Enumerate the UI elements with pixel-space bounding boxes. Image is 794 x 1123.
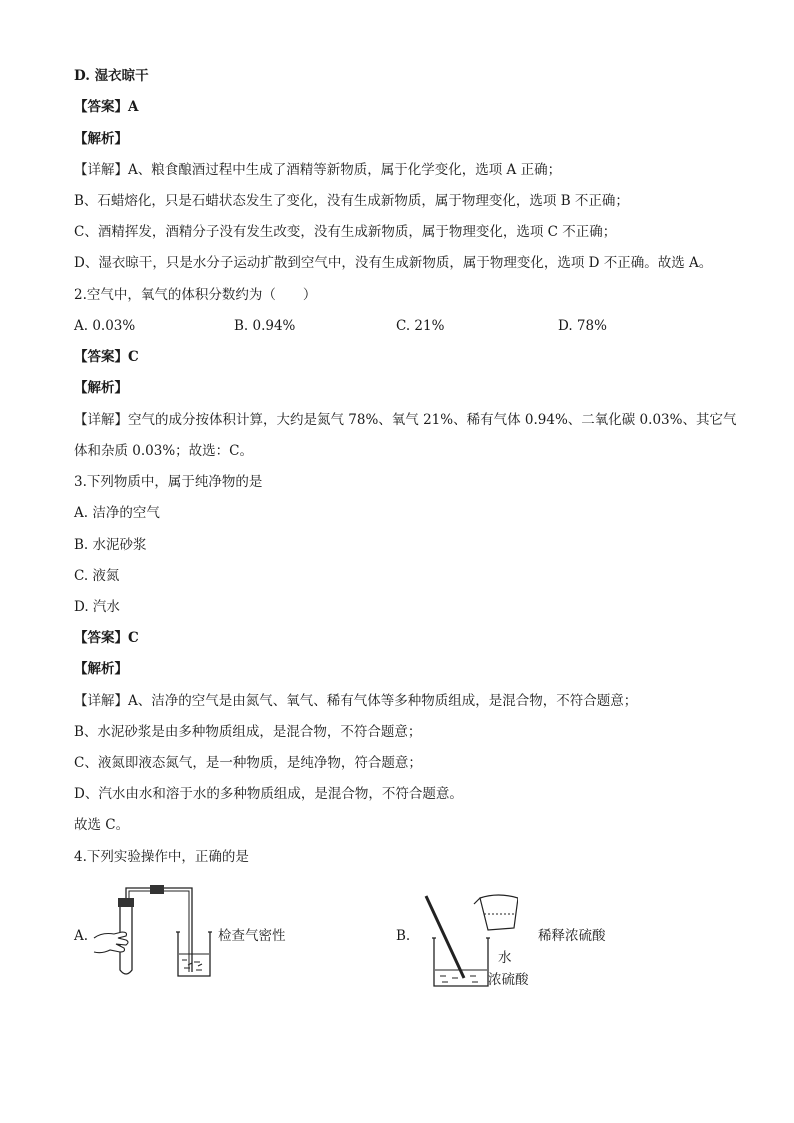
q3-detail-c: C、液氮即液态氮气，是一种物质，是纯净物，符合题意； xyxy=(74,755,422,771)
q3-option-c: C. 液氮 xyxy=(74,568,120,584)
q3-analysis-heading: 【解析】 xyxy=(74,661,128,677)
q1-analysis-heading: 【解析】 xyxy=(74,131,128,147)
q3-answer: 【答案】C xyxy=(74,630,139,646)
q1-detail-d: D、湿衣晾干，只是水分子运动扩散到空气中，没有生成新物质，属于物理变化，选项 D 不正确。故选 A。 xyxy=(74,255,713,271)
q4-question: 4.下列实验操作中，正确的是 xyxy=(74,849,249,865)
q2-answer: 【答案】C xyxy=(74,349,139,365)
q3-detail-a: 【详解】A、洁净的空气是由氮气、氧气、稀有气体等多种物质组成，是混合物，不符合题意； xyxy=(74,693,638,709)
q3-conclusion: 故选 C。 xyxy=(74,817,130,833)
q3-option-b: B. 水泥砂浆 xyxy=(74,537,147,553)
q1-detail-b: B、石蜡熔化，只是石蜡状态发生了变化，没有生成新物质，属于物理变化，选项 B 不正确； xyxy=(74,193,629,209)
q3-option-d: D. 汽水 xyxy=(74,599,120,615)
airtightness-check-illustration xyxy=(92,882,232,982)
q3-detail-b: B、水泥砂浆是由多种物质组成，是混合物，不符合题意； xyxy=(74,724,422,740)
q3-detail-d: D、汽水由水和溶于水的多种物质组成，是混合物，不符合题意。 xyxy=(74,786,463,802)
q3-option-a: A. 洁净的空气 xyxy=(74,505,160,521)
q4-option-b-label: 稀释浓硫酸 xyxy=(538,928,606,944)
q1-detail-a: 【详解】A、粮食酿酒过程中生成了酒精等新物质，属于化学变化，选项 A 正确； xyxy=(74,162,562,178)
q2-detail-line-1: 【详解】空气的成分按体积计算，大约是氮气 78%、氧气 21%、稀有气体 0.94%、二氧化碳 0.03%、其它气 xyxy=(74,412,737,428)
q4-water-label: 水 xyxy=(498,950,512,966)
q2-analysis-heading: 【解析】 xyxy=(74,380,128,396)
q2-question: 2.空气中，氧气的体积分数约为（ ） xyxy=(74,287,317,303)
q2-option-b: B. 0.94% xyxy=(234,318,296,334)
q1-option-d: D. 湿衣晾干 xyxy=(74,68,149,84)
q2-option-a: A. 0.03% xyxy=(74,318,136,334)
q3-question: 3.下列物质中，属于纯净物的是 xyxy=(74,474,263,490)
q4-option-a-label: 检查气密性 xyxy=(218,928,286,944)
q2-option-d: D. 78% xyxy=(558,318,607,334)
q2-option-c: C. 21% xyxy=(396,318,445,334)
q2-detail-line-2: 体和杂质 0.03%；故选：C。 xyxy=(74,443,254,459)
q1-detail-c: C、酒精挥发，酒精分子没有发生改变，没有生成新物质，属于物理变化，选项 C 不正确； xyxy=(74,224,617,240)
q4-acid-label: 浓硫酸 xyxy=(488,972,529,988)
q4-option-b-letter: B. xyxy=(396,928,411,944)
q4-option-a-letter: A. xyxy=(74,928,89,944)
q1-answer: 【答案】A xyxy=(74,99,139,115)
